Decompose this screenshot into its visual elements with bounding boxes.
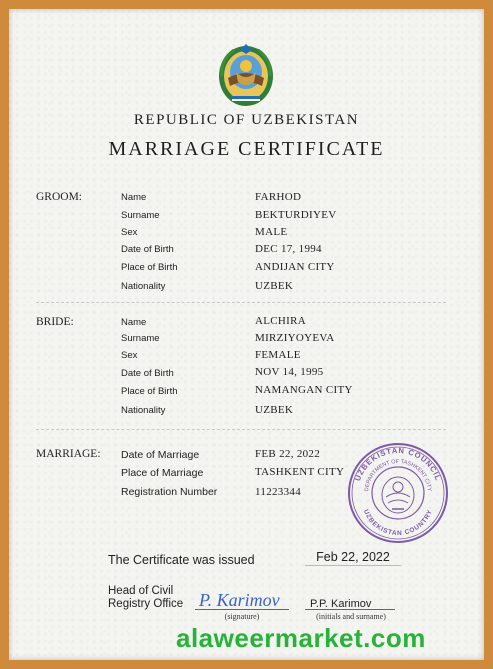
groom-nationality-value: UZBEK: [255, 280, 294, 292]
groom-name-label: Name: [121, 192, 147, 203]
groom-sex-label: Sex: [121, 227, 138, 238]
bride-name-value: ALCHIRA: [255, 315, 306, 327]
groom-section-label: GROOM:: [36, 191, 83, 203]
issued-date: Feb 22, 2022: [316, 550, 390, 564]
registration-number-value: 11223344: [255, 486, 301, 498]
registry-office-label: [108, 585, 183, 611]
groom-sex-value: MALE: [255, 226, 288, 238]
bride-section-label: BRIDE:: [36, 316, 74, 328]
svg-text:DEPARTMENT OF TASHKENT CITY: [364, 459, 432, 492]
signature-line: [195, 609, 289, 610]
certificate-title: MARRIAGE CERTIFICATE: [108, 138, 385, 160]
marriage-place-label: Place of Marriage: [121, 467, 204, 479]
signature-caption: (signature): [224, 612, 260, 621]
marriage-section-label: MARRIAGE:: [36, 448, 101, 460]
bride-pob-label: Place of Birth: [121, 386, 178, 397]
bride-dob-label: Date of Birth: [121, 368, 174, 379]
issued-label: The Certificate was issued: [108, 553, 255, 567]
stamp-bottom-text: UZBEKISTAN COUNTRY: [361, 508, 435, 538]
groom-pob-label: Place of Birth: [121, 262, 178, 273]
bride-surname-value: MIRZIYOYEVA: [255, 332, 335, 344]
stamp-inner-text: DEPARTMENT OF TASHKENT CITY: [364, 458, 432, 492]
groom-surname-value: BEKTURDIYEV: [255, 209, 337, 221]
bride-nationality-label: Nationality: [121, 405, 166, 416]
groom-dob-value: DEC 17, 1994: [255, 243, 322, 255]
bride-surname-label: Surname: [121, 333, 160, 344]
certificate-paper: [9, 9, 484, 660]
bride-sex-label: Sex: [121, 350, 138, 361]
divider: [36, 302, 446, 303]
groom-name-value: FARHOD: [255, 191, 302, 203]
country-title: REPUBLIC OF UZBEKISTAN: [133, 112, 360, 128]
registrar-name-caption: (initials and surname): [316, 612, 386, 621]
bride-dob-value: NOV 14, 1995: [255, 366, 324, 378]
marriage-date-value: FEB 22, 2022: [255, 448, 321, 460]
registration-number-label: Registration Number: [121, 486, 218, 498]
registry-stamp-icon: [346, 441, 450, 545]
marriage-place-value: TASHKENT CITY: [255, 466, 345, 478]
groom-pob-value: ANDIJAN CITY: [255, 261, 335, 273]
registrar-name: P.P. Karimov: [310, 598, 372, 610]
watermark: alaweermarket.com: [176, 623, 426, 653]
stamp-outer-text: UZBEKISTAN COUNCIL: [353, 445, 443, 483]
issued-date-underline: [305, 565, 401, 566]
bride-nationality-value: UZBEK: [255, 404, 294, 416]
signature: P. Karimov: [199, 590, 280, 610]
registry-office-line1: Head of Civil: [108, 585, 174, 597]
state-emblem-icon: [214, 42, 278, 108]
marriage-date-label: Date of Marriage: [121, 449, 200, 461]
registrar-name-line: [305, 609, 395, 610]
divider: [36, 429, 446, 430]
groom-nationality-label: Nationality: [121, 281, 166, 292]
bride-sex-value: FEMALE: [255, 349, 301, 361]
groom-surname-label: Surname: [121, 210, 160, 221]
bride-name-label: Name: [121, 317, 147, 328]
registry-office-line2: Registry Office: [108, 598, 184, 610]
bride-pob-value: NAMANGAN CITY: [255, 384, 353, 396]
groom-dob-label: Date of Birth: [121, 244, 174, 255]
